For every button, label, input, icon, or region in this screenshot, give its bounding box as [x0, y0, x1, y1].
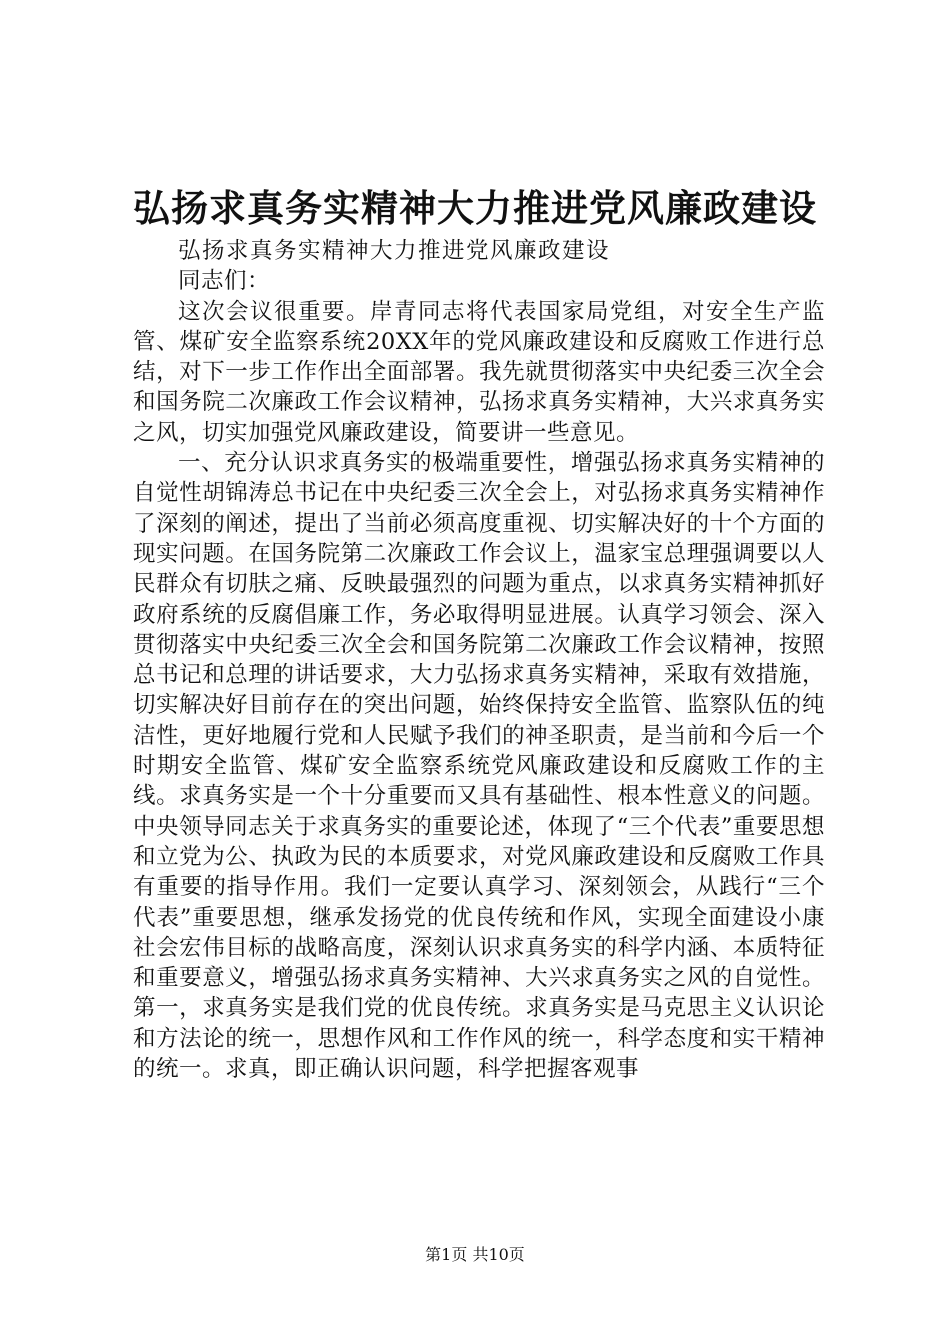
salutation: 同志们： — [178, 268, 271, 295]
document-subtitle: 弘扬求真务实精神大力推进党风廉政建设 — [178, 238, 611, 264]
paragraph-intro: 这次会议很重要。岸青同志将代表国家局党组，对安全生产监管、煤矿安全监察系统20XX年的党风廉政建设和反腐败工作进行总结，对下一步工作作出全面部署。我先就贯彻落实中央纪委三次全会和国务院二次廉政工作会议精神，弘扬求真务实精神，大兴求真务实之风，切实加强党风廉政建设，简要讲一些意见。 — [133, 298, 825, 446]
document-body — [133, 236, 825, 1084]
paragraph-section-1: 一、充分认识求真务实的极端重要性，增强弘扬求真务实精神的自觉性胡锦涛总书记在中央纪委三次全会上，对弘扬求真务实精神作了深刻的阐述，提出了当前必须高度重视、切实解决好的十个方面的现实问题。在国务院第二次廉政工作会议上，温家宝总理强调要以人民群众有切肤之痛、反映最强烈的问题为重点，以求真务实精神抓好政府系统的反腐倡廉工作，务必取得明显进展。认真学习领会、深入贯彻落实中央纪委三次全会和国务院第二次廉政工作会议精神，按照总书记和总理的讲话要求，大力弘扬求真务实精神，采取有效措施，切实解决好目前存在的突出问题，始终保持安全监管、监察队伍的纯洁性，更好地履行党和人民赋予我们的神圣职责，是当前和今后一个时期安全监管、煤矿安全监察系统党风廉政建设和反腐败工作的主线。求真务实是一个十分重要而又具有基础性、根本性意义的问题。中央领导同志关于求真务实的重要论述，体现了“三个代表”重要思想和立党为公、执政为民的本质要求，对党风廉政建设和反腐败工作具有重要的指导作用。我们一定要认真学习、深刻领会，从践行“三个代表”重要思想，继承发扬党的优良传统和作风，实现全面建设小康社会宏伟目标的战略高度，深刻认识求真务实的科学内涵、本质特征和重要意义，增强弘扬求真务实精神、大兴求真务实之风的自觉性。第一，求真务实是我们党的优良传统。求真务实是马克思主义认识论和方法论的统一，思想作风和工作作风的统一，科学态度和实干精神的统一。求真，即正确认识问题，科学把握客观事 — [133, 450, 825, 1083]
page-footer: 第1页 共10页 — [425, 1245, 525, 1264]
document-title: 弘扬求真务实精神大力推进党风廉政建设 — [133, 186, 817, 230]
